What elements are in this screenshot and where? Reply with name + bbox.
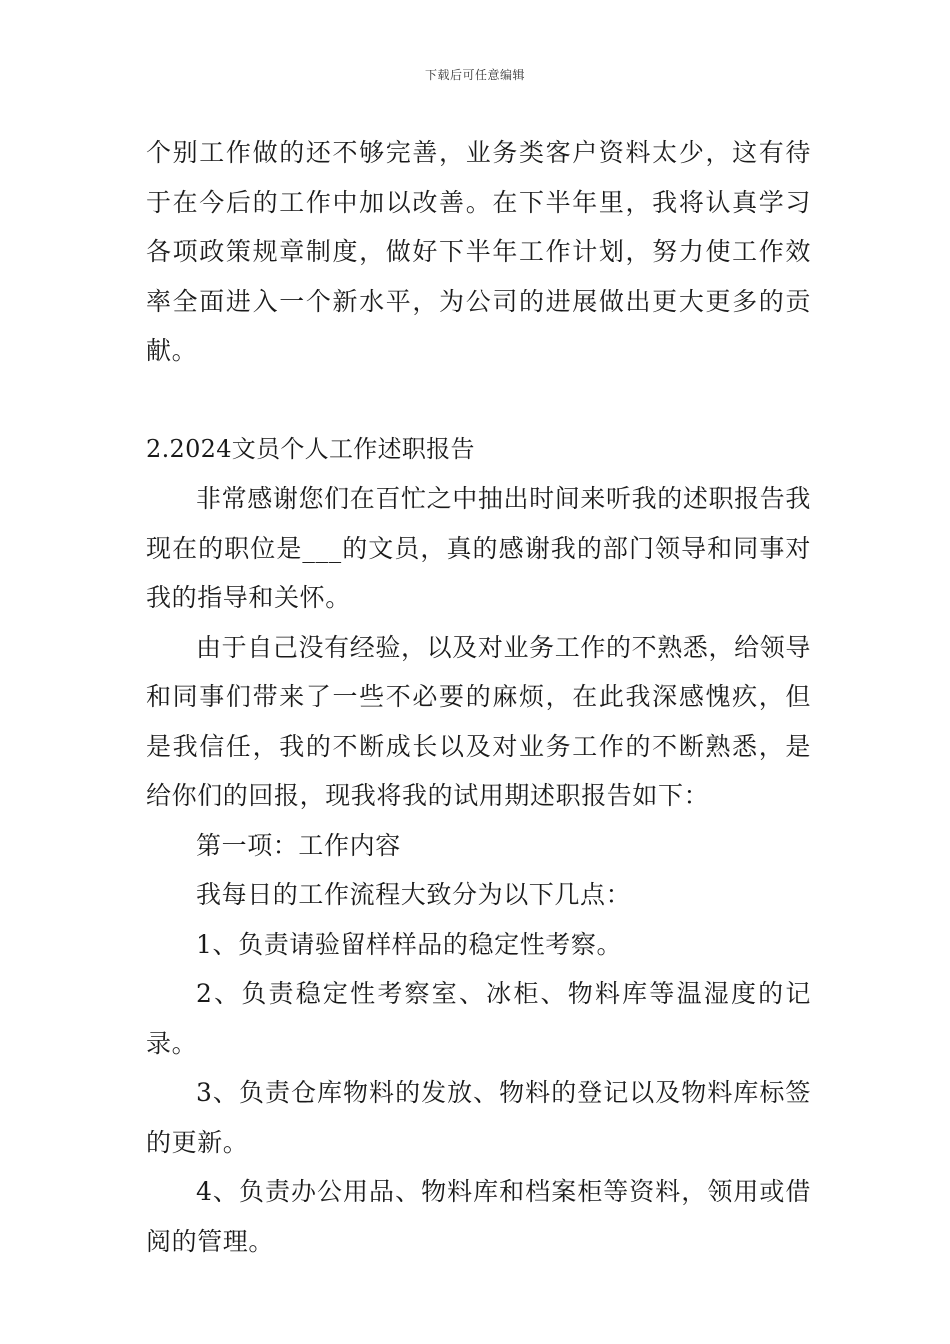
paragraph-item-heading: 第一项：工作内容 [196, 830, 401, 860]
list-item-1: 1、负责请验留样样品的稳定性考察。 [196, 929, 623, 959]
list-item-2: 2、负责稳定性考察室、冰柜、物料库等温湿度的记录。 [146, 979, 811, 1058]
section-heading: 2.2024文员个人工作述职报告 [146, 434, 475, 463]
paragraph-workflow-intro: 我每日的工作流程大致分为以下几点： [196, 880, 632, 909]
paragraph-thanks: 非常感谢您们在百忙之中抽出时间来听我的述职报告我现在的职位是___的文员，真的感谢我的部门领导和同事对我的指导和关怀。 [146, 484, 811, 612]
list-item-4: 4、负责办公用品、物料库和档案柜等资料，领用或借阅的管理。 [146, 1177, 811, 1256]
list-item-3: 3、负责仓库物料的发放、物料的登记以及物料库标签的更新。 [146, 1078, 811, 1157]
download-note: 下载后可任意编辑 [424, 68, 525, 82]
document-body [146, 128, 811, 1266]
intro-paragraph: 个别工作做的还不够完善，业务类客户资料太少，这有待于在今后的工作中加以改善。在下半年里，我将认真学习各项政策规章制度，做好下半年工作计划，努力使工作效率全面进入一个新水平，为公司的进展做出更大更多的贡献。 [146, 138, 811, 365]
section-gap [146, 376, 811, 425]
paragraph-apology: 由于自己没有经验，以及对业务工作的不熟悉，给领导和同事们带来了一些不必要的麻烦，在此我深感愧疚，但是我信任，我的不断成长以及对业务工作的不断熟悉，是给你们的回报，现我将我的试用期述职报告如下： [146, 632, 811, 810]
